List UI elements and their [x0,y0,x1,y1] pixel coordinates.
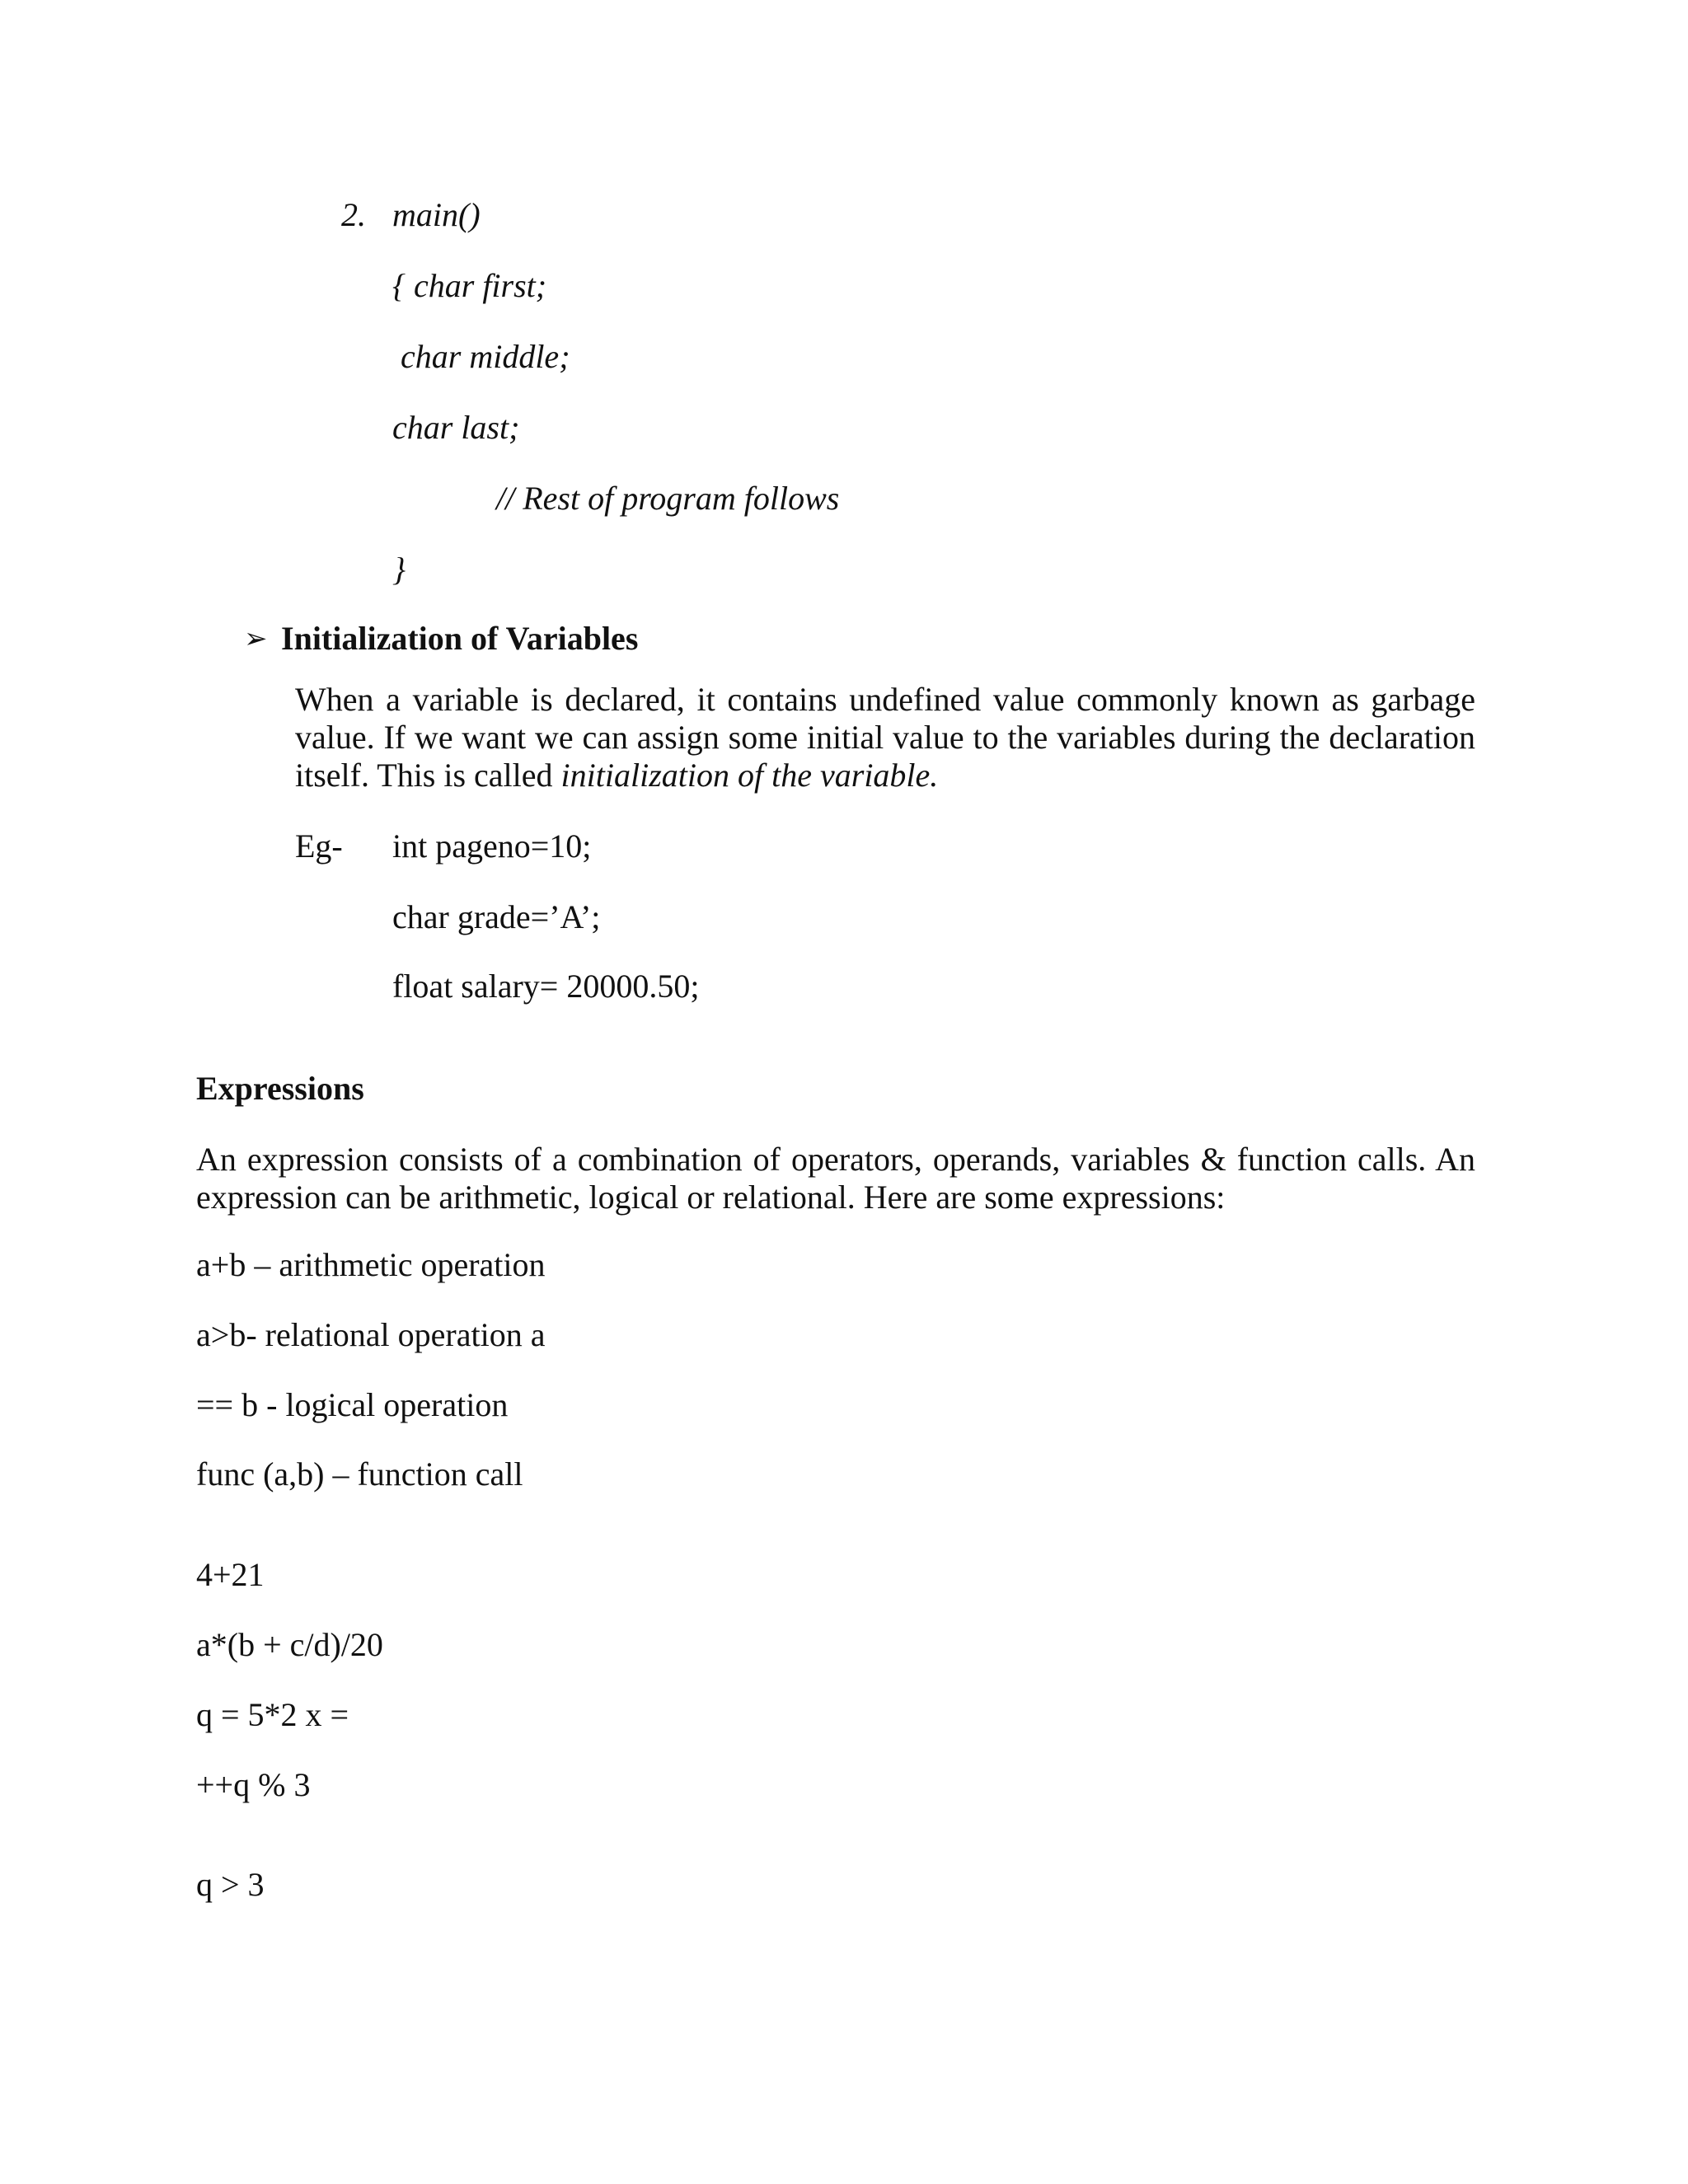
example-line: float salary= 20000.50; [392,968,700,1005]
list-number: 2. [341,196,366,233]
code-line: char middle; [401,338,570,375]
section-heading: Expressions [196,1070,364,1107]
paragraph-text: When a variable is declared, it contains undefined value commonly known as garbage value. If we want we can assign some initial value to the variables during the declaration itself. This is called [295,681,1475,794]
paragraph [295,681,1475,794]
paragraph-emphasis: initialization of the variable. [560,757,939,794]
example-line: int pageno=10; [392,827,592,865]
code-comment: // Rest of program follows [496,480,840,517]
code-line: main() [392,196,481,233]
example-line: char grade=’A’; [392,898,601,935]
expression-line: == b - logical operation [196,1386,509,1423]
example-label: Eg- [295,827,343,865]
code-line: char last; [392,409,520,446]
expression-line: a*(b + c/d)/20 [196,1626,383,1663]
expression-line: a>b- relational operation a [196,1316,546,1353]
section-heading: Initialization of Variables [281,620,639,657]
expression-line: a+b – arithmetic operation [196,1246,546,1283]
arrow-bullet-icon: ➢ [244,622,268,655]
expression-line: q > 3 [196,1866,265,1903]
paragraph: An expression consists of a combination of operators, operands, variables & function calls. An expression can be arithmetic, logical or relational. Here are some expressions: [196,1141,1475,1216]
code-line: } [392,551,406,588]
expression-line: func (a,b) – function call [196,1455,523,1493]
code-line: { char first; [392,267,547,304]
expression-line: ++q % 3 [196,1766,311,1803]
expression-line: 4+21 [196,1556,265,1593]
expression-line: q = 5*2 x = [196,1696,349,1733]
